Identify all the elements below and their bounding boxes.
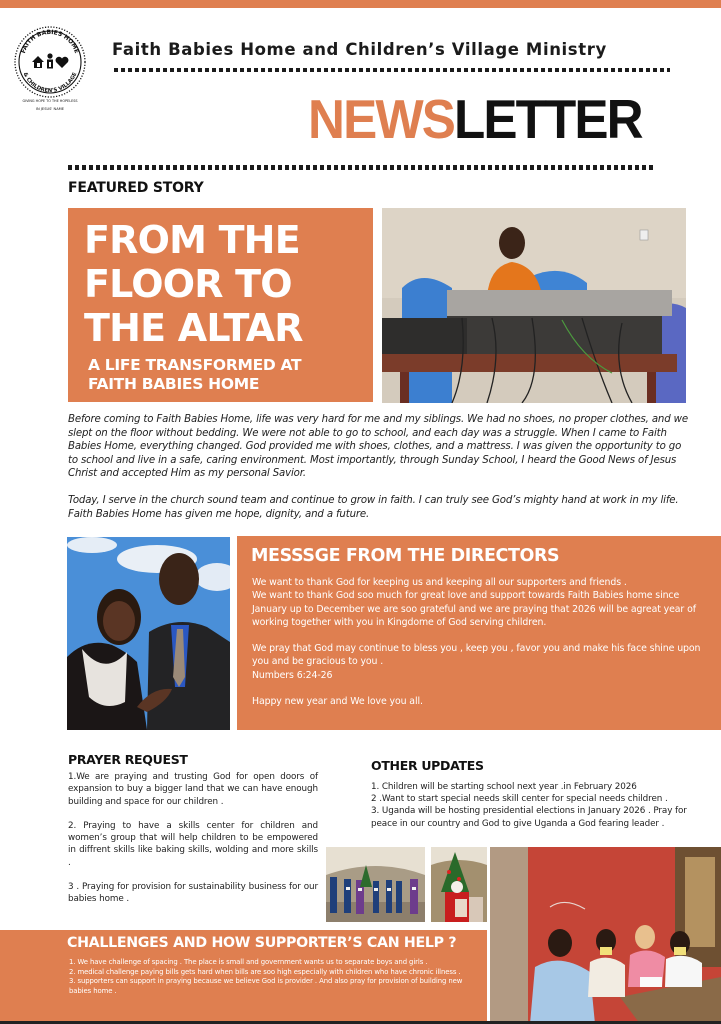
challenge-item: 2. medical challenge paying bills gets hard when bills are soo high especially with children who have chronic illness . xyxy=(69,967,461,976)
svg-text:FAITH BABIES HOME xyxy=(20,29,80,54)
newsletter-title xyxy=(308,88,642,150)
prayer-request-item: 2. Praying to have a skills center for children and women’s group that will help children to be empowered in diffrent skills like baking skills, wolding and more skills . xyxy=(68,820,318,868)
featured-story-text xyxy=(68,413,693,521)
story-paragraph: Today, I serve in the church sound team and continue to grow in faith. I can truly see God’s mighty hand at work in my life. Faith Babies Home has given me hope, dignity, and a future. xyxy=(68,494,679,520)
prayer-request-item: 1.We are praying and trusting God for open doors of expansion to buy a bigger land that we can have enough building and space for our children . xyxy=(68,772,318,807)
challenges-title: CHALLENGES AND HOW SUPPORTER’S CAN HELP ? xyxy=(67,935,457,951)
subheadline-line: FAITH BABIES HOME xyxy=(88,375,260,393)
directors-message-title: MESSSGE FROM THE DIRECTORS xyxy=(251,546,560,566)
challenge-item: 3. supporters can support in praying because we believe God is provider . And also pray for provision of building new babies home . xyxy=(69,977,463,995)
directors-photo-icon xyxy=(67,537,230,730)
featured-subheadline xyxy=(88,356,301,394)
directors-message-closing: Happy new year and We love you all. xyxy=(252,696,423,708)
logo-motto: GIVING HOPE TO THE HOPELESS xyxy=(22,99,78,103)
update-item: 1. Children will be starting school next year .in February 2026 xyxy=(371,782,637,792)
challenges-list xyxy=(69,958,477,996)
update-item: 2 .Want to start special needs skill center for special needs children . xyxy=(371,794,668,805)
photo-supporters-meeting xyxy=(490,847,721,1024)
featured-story-label: FEATURED STORY xyxy=(68,180,204,196)
logo-ring-top-text: FAITH BABIES HOME xyxy=(19,28,81,55)
story-paragraph: Before coming to Faith Babies Home, life was very hard for me and my siblings. We had no shoes, no proper clothes, and we slept on the floor without bedding. We were not able to go to school, and each day was a struggle. When I came to Faith Babies Home, everything changed. God provided me with shoes, clothes, and a mattress. I was given the opportunity to go to school and live in a safe, caring environment. Most importantly, through Sunday School, I heard the Good News of Jesus Christ and accepted Him as my personal Savior. xyxy=(68,414,688,480)
featured-headline-box xyxy=(68,208,373,402)
other-updates-list xyxy=(371,781,711,830)
directors-message-line: We pray that God may continue to bless you , keep you , favor you and make his face shine upon you and be gracious to you . xyxy=(252,643,701,668)
santa-photo-icon xyxy=(431,847,487,922)
featured-headline xyxy=(84,218,303,350)
photo-group-christmas-tent xyxy=(326,847,425,922)
headline-line: FROM THE xyxy=(84,218,300,262)
photo-boy-at-sound-mixer xyxy=(382,208,686,403)
prayer-request-list xyxy=(68,771,318,918)
challenge-item: 1. We have challenge of spacing . The place is small and government wants us to separate boys and girls . xyxy=(69,958,428,966)
photo-directors xyxy=(67,537,230,730)
challenges-box xyxy=(0,930,487,1024)
group-photo-icon xyxy=(326,847,425,922)
headline-line: THE ALTAR xyxy=(84,306,303,350)
meeting-photo-icon xyxy=(490,847,721,1024)
organization-logo xyxy=(12,20,88,116)
newsletter-title-news: NEWS xyxy=(308,88,455,150)
sound-mixer-photo-icon xyxy=(382,208,686,403)
directors-message-line: We want to thank God soo much for great love and support towards Faith Babies home since January up to December we are soo grateful and we are praying that 2026 will be agreat year of working together with you in Kingdome of God serving children. xyxy=(252,590,696,628)
dotted-divider xyxy=(114,68,670,72)
other-updates-title: OTHER UPDATES xyxy=(371,758,484,773)
directors-message-verse: Numbers 6:24-26 xyxy=(252,669,333,681)
logo-ring-bottom-text: & CHILDREN'S VILLAGE xyxy=(21,71,79,95)
top-accent-bar xyxy=(0,0,721,8)
subheadline-line: A LIFE TRANSFORMED AT xyxy=(88,356,302,374)
headline-line: FLOOR TO xyxy=(84,262,292,306)
prayer-request-title: PRAYER REQUEST xyxy=(68,752,188,767)
photo-santa-with-children xyxy=(431,847,487,922)
faith-babies-home-logo-icon xyxy=(12,20,88,116)
directors-message-box xyxy=(237,536,721,730)
dotted-divider xyxy=(68,165,656,170)
directors-message-body xyxy=(252,576,707,708)
logo-tagline: IN JESUS' NAME xyxy=(35,107,65,111)
directors-message-line: We want to thank God for keeping us and keeping all our supporters and friends . xyxy=(252,577,627,588)
organization-name: Faith Babies Home and Children’s Village Ministry xyxy=(112,40,607,59)
update-item: 3. Uganda will be hosting presidential elections in January 2026 . Pray for peace in our country and God to give Uganda a God fearing leader . xyxy=(371,806,687,829)
newsletter-title-letter: LETTER xyxy=(454,88,642,150)
prayer-request-item: 3 . Praying for provision for sustainability business for our babies home . xyxy=(68,882,318,905)
